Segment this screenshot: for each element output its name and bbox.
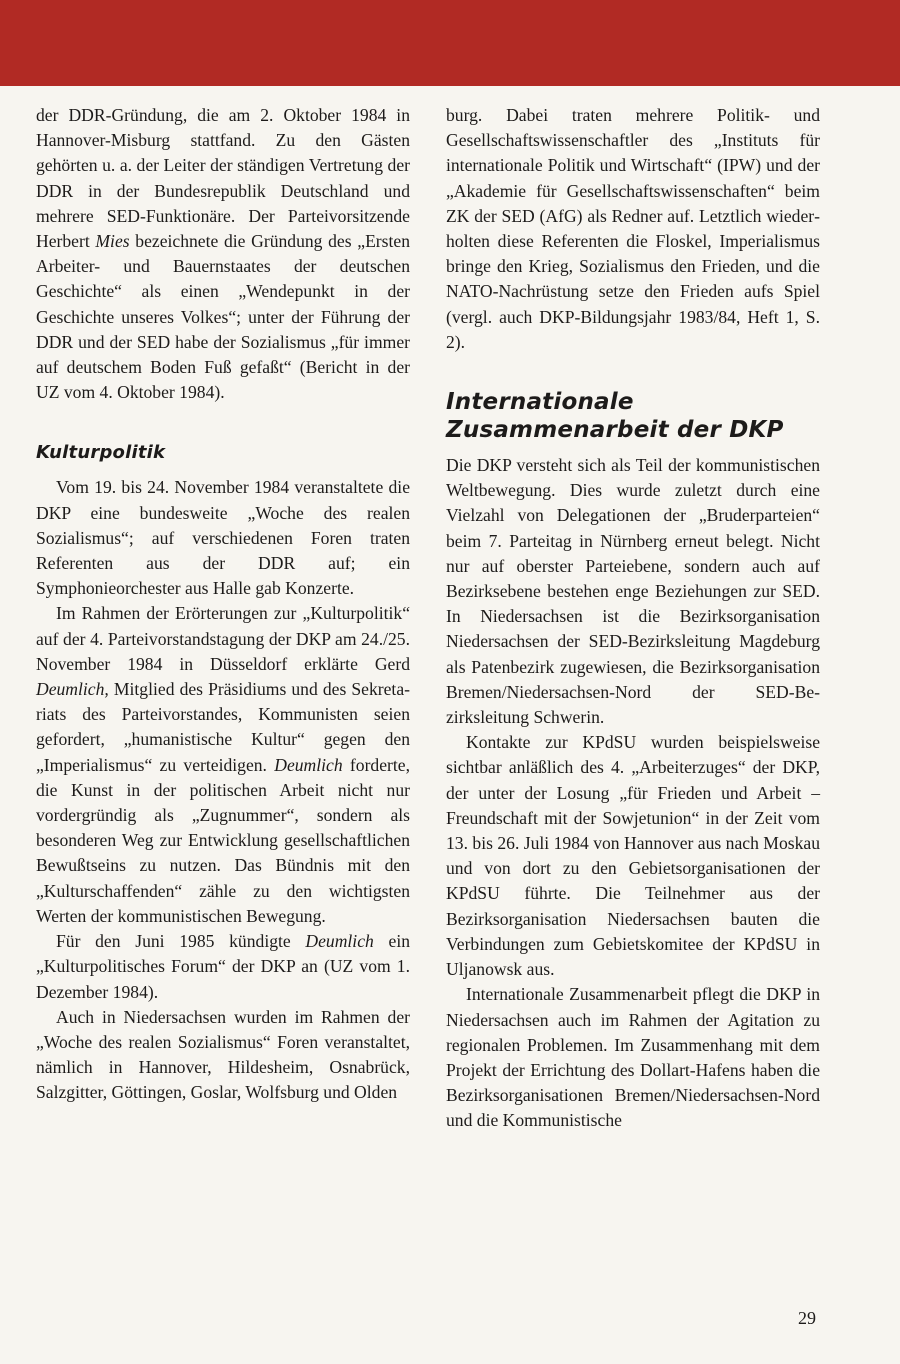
text-run: Internationale Zusammenarbeit pflegt die DKP in Niedersachsen auch im Rahmen der Agitation zu regionalen Problemen. Im Zusammenhang mit dem Projekt der Errichtung des Dollart-Hafens haben die Bezirksorganisationen Bremen/Niedersachsen-Nord und die Kommunistische [446, 984, 820, 1131]
italic-name: Mies [95, 231, 130, 252]
page-number: 29 [798, 1308, 816, 1328]
text-run: Im Rahmen der Erörterungen zur „Kulturpolitik“ auf der 4. Parteivorstandstagung der DKP am 24./25. November 1984 in Düsseldorf erklärte Gerd [36, 603, 410, 674]
text-run: ein „Kulturpolitisches Forum“ der DKP an (UZ vom 1. Dezember 1984). [36, 931, 410, 1002]
text-run: forderte, die Kunst in der politischen Arbeit nicht nur vordergründig als „Zugnummer“, sondern als besonderen Weg zur Entwicklung gesellschaftlichen Bewußtseins zu nutzen. Das Bündnis mit den „Kulturschaffenden“ zähle zu den wichtigsten Werten der kommunistischen Bewegung. [36, 754, 410, 926]
text-run: der DDR-Gründung, die am 2. Oktober 1984 in Hannover-Misburg stattfand. Zu den Gästen gehörten u. a. der Leiter der ständigen Vertretung der DDR in der Bundesrepublik Deutschland und mehrere SED-Funktionäre. Der Parteivorsitzende Herbert [36, 105, 410, 252]
header-color-band [0, 0, 900, 86]
paragraph-redner [446, 103, 820, 355]
text-run: Für den Juni 1985 kündigte [56, 931, 306, 952]
left-column [36, 103, 410, 1106]
paragraph-regionale-probleme [446, 982, 820, 1133]
right-column [446, 103, 820, 1134]
heading-line-2: Zusammenarbeit der DKP [446, 417, 784, 444]
italic-name: Deumlich [305, 931, 374, 952]
heading-kulturpolitik: Kulturpolitik [36, 442, 166, 464]
paragraph-parteivorstandstagung [36, 601, 410, 929]
italic-name: Deumlich, [36, 679, 109, 700]
text-run: Auch in Niedersachsen wurden im Rahmen der „Woche des realen Sozialismus“ Foren veranstaltet, nämlich in Hannover, Hildesheim, Osnabrück, Salzgitter, Göttingen, Goslar, Wolfsburg und Olden [36, 1006, 410, 1103]
paragraph-niedersachsen-foren [36, 1005, 410, 1106]
heading-internationale-zusammenarbeit [446, 388, 820, 444]
heading-line-1: Internationale [446, 389, 634, 416]
text-run: Vom 19. bis 24. November 1984 veranstaltete die DKP eine bundesweite „Woche des realen Sozialismus“; auf verschiedenen Foren traten Referenten aus der DDR auf; ein Symphonieorchester aus Halle gab Konzerte. [36, 477, 410, 599]
text-run: bezeichnete die Gründung des „Ersten Arbeiter- und Bauernstaates der deutschen Geschichte“ als einen „Wendepunkt in der Geschichte unseres Volkes“; unter der Führung der DDR und der SED habe der Sozialismus „für immer auf deutschem Boden Fuß gefaßt“ (Bericht in der UZ vom 4. Oktober 1984). [36, 231, 411, 403]
paragraph-kulturpolitisches-forum [36, 929, 410, 1005]
text-run: Kontakte zur KPdSU wurden beispielsweise sichtbar anläßlich des 4. „Arbeiterzuges“ der DKP, der unter der Losung „für Frieden und Arbeit – Freundschaft mit der Sowjetunion“ in der Zeit vom 13. bis 26. Juli 1984 von Hannover aus nach Moskau und von dort zu den Gebietsorganisationen der KPdSU führte. Die Teilnehmer aus der Bezirksorganisation Niedersachsen bauten die Verbindungen zum Gebietskomitee der KPdSU in Uljanowsk aus. [446, 732, 820, 980]
paragraph-ddr-gruendung [36, 103, 410, 405]
text-run: Mitglied des Präsidiums und des Sekretariats des Parteivorstandes, Kommunisten seien gefordert, „humanistische Kultur“ gegen den „Imperialismus“ zu verteidigen. [36, 679, 410, 775]
paragraph-woche-sozialismus [36, 475, 410, 601]
italic-name: Deumlich [274, 754, 343, 775]
text-run: Die DKP versteht sich als Teil der kommunistischen Weltbewegung. Dies wurde zuletzt durch eine Vielzahl von Delegationen der „Bruderparteien“ beim 7. Parteitag in Nürnberg erneut belegt. Nicht nur auf oberster Parteiebene, sondern auch auf Bezirksebene bestehen enge Beziehungen zur SED. In Niedersachsen ist die Bezirksorganisation Niedersachsen der SED-Bezirksleitung Magdeburg als Patenbezirk zugewiesen, die Bezirksorganisation Bremen/Niedersachsen-Nord der SED-Bezirksleitung Schwerin. [446, 455, 820, 728]
paragraph-weltbewegung [446, 453, 820, 730]
paragraph-kpdsu-kontakte [446, 730, 820, 982]
text-run: burg. Dabei traten mehrere Politik- und Gesellschaftswissenschaftler des „Instituts für internationale Politik und Wirtschaft“ (IPW) und der „Akademie für Gesellschaftswissenschaften“ beim ZK der SED (AfG) als Redner auf. Letztlich wiederholten diese Referenten die Floskel, Imperialismus bringe den Krieg, Sozialismus den Frieden, und die NATO-Nachrüstung setze den Frieden aufs Spiel (vergl. auch DKP-Bildungsjahr 1983/84, Heft 1, S. 2). [446, 105, 820, 352]
